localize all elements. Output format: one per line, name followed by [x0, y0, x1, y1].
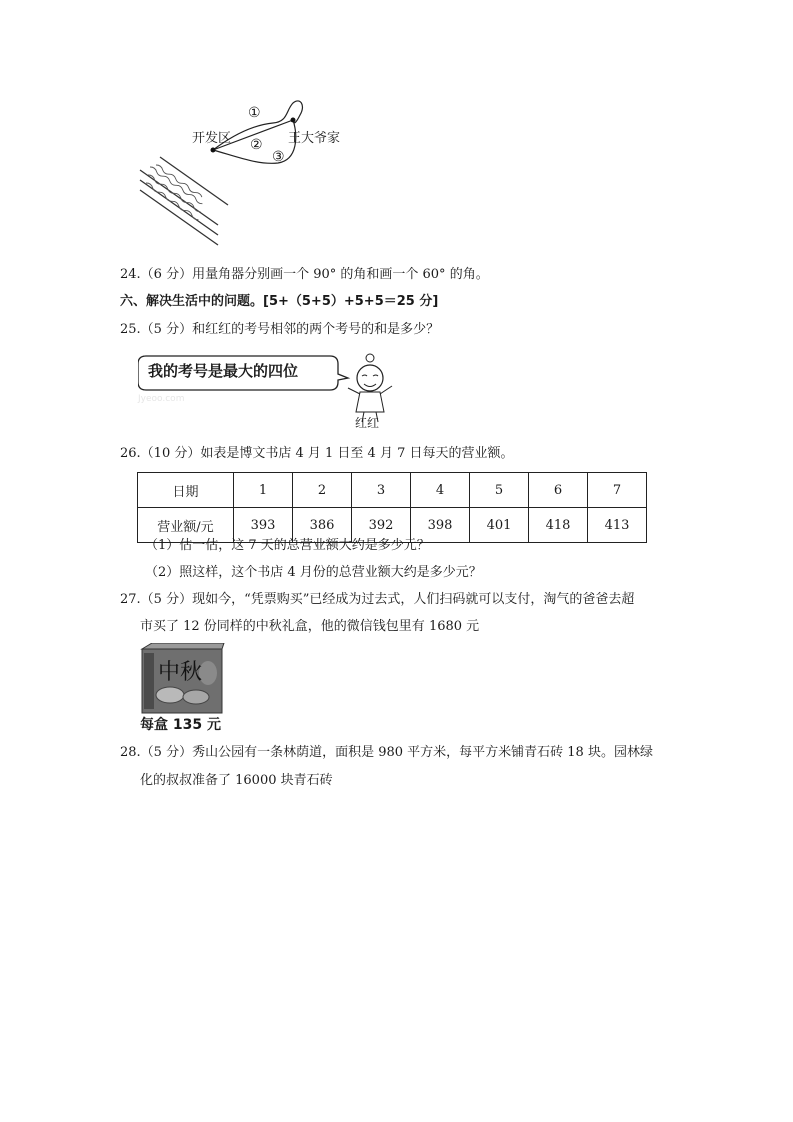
- mooncake-box-figure: [140, 643, 225, 715]
- table-cell: 2: [293, 473, 352, 508]
- question-26-sub-1: （1）估一估，这 7 天的总营业额大约是多少元？: [145, 538, 430, 553]
- table-cell: 6: [529, 473, 588, 508]
- table-cell: 386: [293, 508, 352, 543]
- label-grandpa-home: 王大爷家: [288, 131, 341, 146]
- question-28-line-1: 28.（5 分）秀山公园有一条林荫道，面积是 980 平方米，每平方米铺青石砖 18 块。园林绿: [120, 745, 653, 760]
- table-cell: 398: [411, 508, 470, 543]
- route-label-2: ②: [250, 137, 263, 153]
- table-cell: 3: [352, 473, 411, 508]
- table-cell: 4: [411, 473, 470, 508]
- honghong-figure: [138, 350, 398, 435]
- table-header-amount: 营业额/元: [138, 508, 234, 543]
- table-cell: 418: [529, 508, 588, 543]
- question-27-line-2: 市买了 12 份同样的中秋礼盒，他的微信钱包里有 1680 元: [140, 619, 480, 634]
- table-header-date: 日期: [138, 473, 234, 508]
- table-cell: 392: [352, 508, 411, 543]
- watermark-text: Jyeoo.com: [138, 394, 185, 404]
- girl-name-label: 红红: [355, 416, 380, 430]
- table-cell: 1: [234, 473, 293, 508]
- question-28-line-2: 化的叔叔准备了 16000 块青石砖: [140, 773, 333, 788]
- question-24: 24.（6 分）用量角器分别画一个 90° 的角和画一个 60° 的角。: [120, 267, 489, 282]
- box-title-text: 中秋: [158, 660, 203, 685]
- question-27-line-1: 27.（5 分）现如今，“凭票购买”已经成为过去式，人们扫码就可以支付，淘气的爸爸去超: [120, 592, 635, 607]
- route-label-1: ①: [248, 105, 261, 121]
- box-price-caption: 每盒 135 元: [140, 717, 221, 733]
- table-cell: 7: [588, 473, 647, 508]
- sales-table: [137, 472, 647, 543]
- speech-bubble-text: 我的考号是最大的四位: [148, 362, 299, 380]
- table-row: [138, 473, 647, 508]
- table-cell: 401: [470, 508, 529, 543]
- table-cell: 393: [234, 508, 293, 543]
- route-map-figure: [138, 95, 343, 255]
- label-dev-zone: 开发区: [192, 131, 232, 146]
- table-cell: 5: [470, 473, 529, 508]
- route-label-3: ③: [272, 149, 285, 165]
- question-26: 26.（10 分）如表是博文书店 4 月 1 日至 4 月 7 日每天的营业额。: [120, 446, 514, 461]
- section-heading-6: 六、解决生活中的问题。[5+（5+5）+5+5＝25 分]: [120, 294, 439, 309]
- route-map-drawing: [138, 95, 343, 255]
- question-25: 25.（5 分）和红红的考号相邻的两个考号的和是多少？: [120, 322, 440, 337]
- question-26-sub-2: （2）照这样，这个书店 4 月份的总营业额大约是多少元？: [145, 565, 482, 580]
- table-cell: 413: [588, 508, 647, 543]
